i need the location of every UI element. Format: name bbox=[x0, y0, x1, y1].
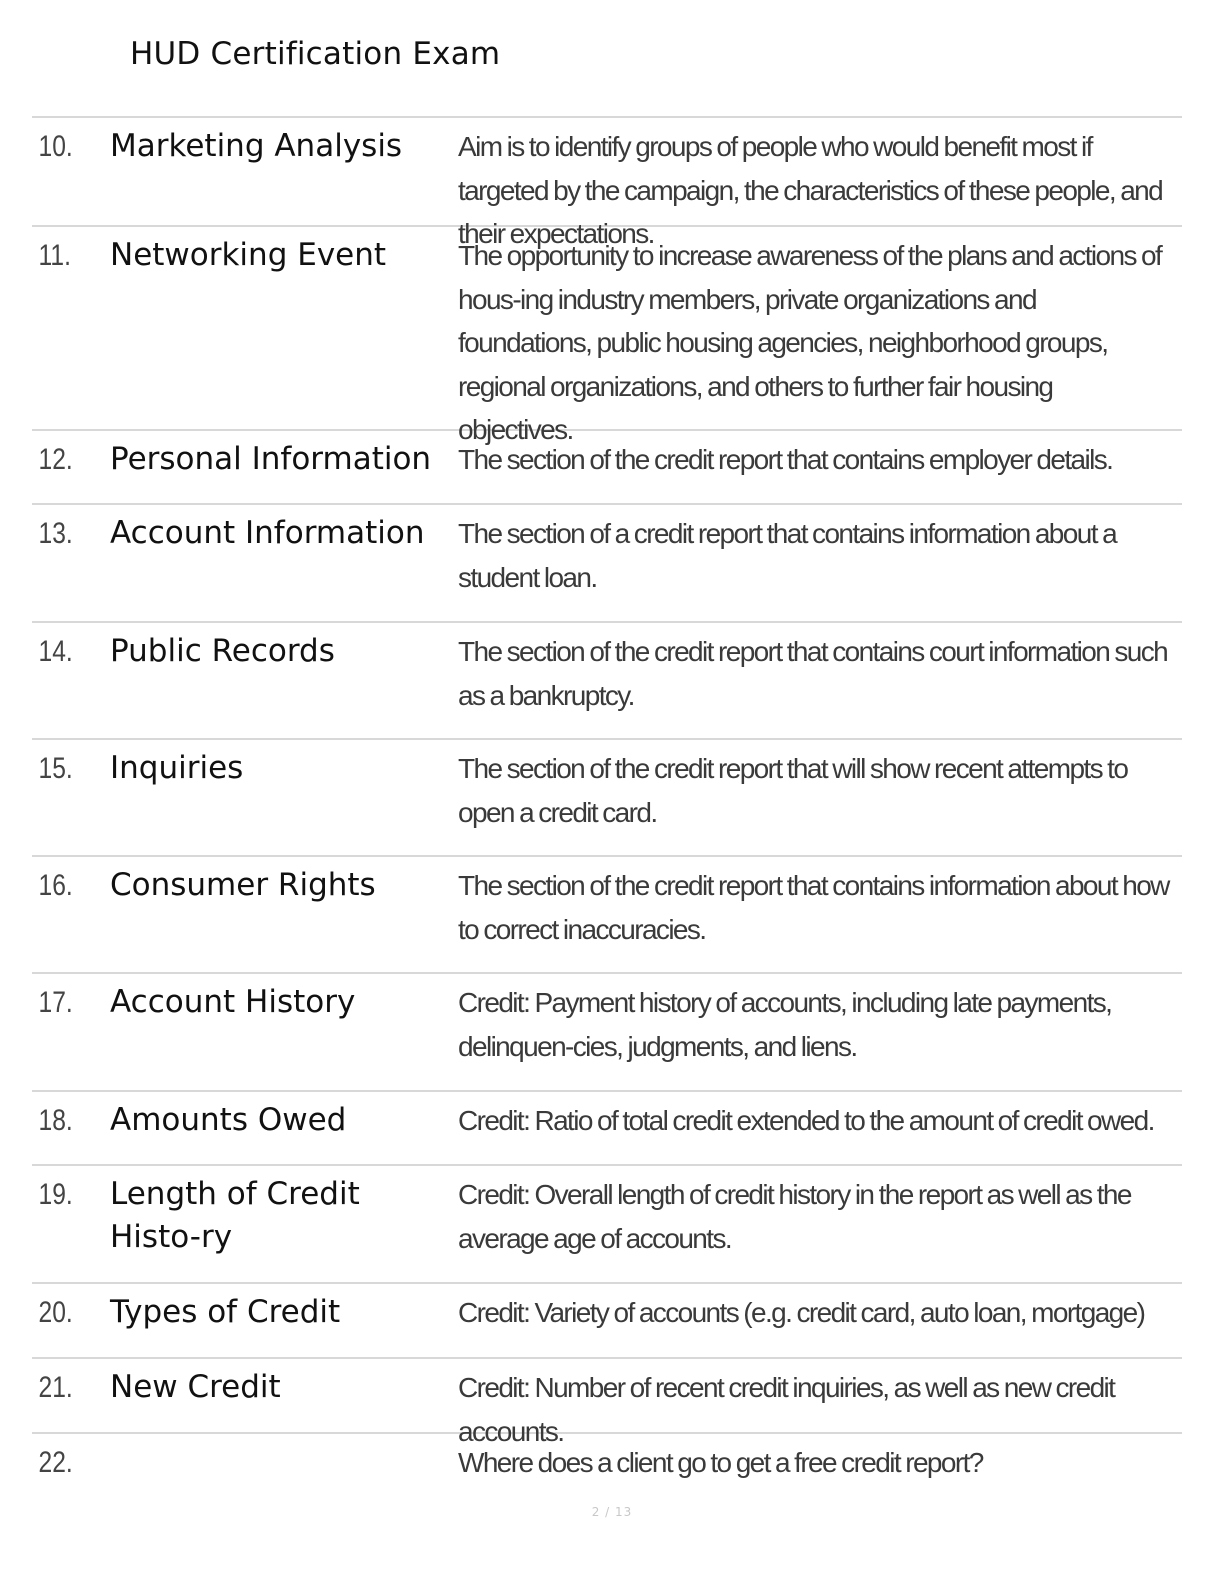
row-number: 19. bbox=[38, 1178, 73, 1211]
table-row bbox=[32, 118, 1182, 249]
table-row bbox=[32, 974, 1182, 1092]
table-row bbox=[32, 1166, 1182, 1284]
table-row bbox=[32, 857, 1182, 974]
row-definition: The section of the credit report that contains employer details. bbox=[458, 444, 1113, 475]
row-number: 15. bbox=[38, 752, 73, 785]
row-number: 21. bbox=[38, 1371, 73, 1404]
row-term: Public Records bbox=[110, 633, 335, 669]
row-number: 18. bbox=[38, 1104, 73, 1137]
row-number: 22. bbox=[38, 1446, 73, 1479]
table-row bbox=[32, 1284, 1182, 1359]
row-number: 12. bbox=[38, 443, 73, 476]
table-row bbox=[32, 1359, 1182, 1447]
table-row bbox=[32, 431, 1182, 505]
row-term: New Credit bbox=[110, 1369, 281, 1405]
row-term: Types of Credit bbox=[110, 1294, 341, 1330]
row-number: 20. bbox=[38, 1296, 73, 1329]
table-row bbox=[32, 505, 1182, 623]
row-term: Personal Information bbox=[110, 441, 432, 477]
row-definition: The section of a credit report that contains information about a student loan. bbox=[458, 518, 1117, 593]
row-term: Account Information bbox=[110, 515, 425, 551]
table-row bbox=[32, 1092, 1182, 1166]
row-definition: Credit: Number of recent credit inquiries, as well as new credit accounts. bbox=[458, 1372, 1115, 1447]
row-term: Networking Event bbox=[110, 237, 387, 273]
row-number: 13. bbox=[38, 517, 73, 550]
row-number: 16. bbox=[38, 869, 73, 902]
row-definition: Credit: Payment history of accounts, including late payments, delinquen-cies, judgments, and liens. bbox=[458, 987, 1112, 1062]
row-number: 17. bbox=[38, 986, 73, 1019]
table-row bbox=[32, 227, 1182, 445]
row-number: 14. bbox=[38, 635, 73, 668]
term-table bbox=[32, 116, 1182, 1496]
row-definition: The opportunity to increase awareness of the plans and actions of hous-ing industry members, private organizations and foundations, public housing agencies, neighborhood groups, regional organizations, and others to further fair housing objectives. bbox=[458, 240, 1162, 445]
row-term: Consumer Rights bbox=[110, 867, 376, 903]
row-definition: Where does a client go to get a free credit report? bbox=[458, 1447, 983, 1478]
row-term: Amounts Owed bbox=[110, 1102, 347, 1138]
page-number: 2 / 13 bbox=[591, 1505, 633, 1519]
table-row bbox=[32, 740, 1182, 857]
row-term: Length of Credit Histo-ry bbox=[110, 1176, 360, 1255]
row-definition: The section of the credit report that contains information about how to correct inaccuracies. bbox=[458, 870, 1169, 945]
row-definition: The section of the credit report that will show recent attempts to open a credit card. bbox=[458, 753, 1128, 828]
row-definition: Credit: Overall length of credit history in the report as well as the average age of accounts. bbox=[458, 1179, 1131, 1254]
row-definition: Aim is to identify groups of people who would benefit most if targeted by the campaign, the characteristics of these people, and their expectations. bbox=[458, 131, 1163, 249]
row-term: Inquiries bbox=[110, 750, 244, 786]
row-term: Account History bbox=[110, 984, 356, 1020]
row-definition: Credit: Ratio of total credit extended to the amount of credit owed. bbox=[458, 1105, 1154, 1136]
table-row bbox=[32, 623, 1182, 740]
page-title: HUD Certification Exam bbox=[130, 36, 501, 72]
row-term: Marketing Analysis bbox=[110, 128, 403, 164]
row-number: 10. bbox=[38, 130, 73, 163]
row-number: 11. bbox=[38, 239, 71, 272]
row-definition: Credit: Variety of accounts (e.g. credit card, auto loan, mortgage) bbox=[458, 1297, 1145, 1328]
row-definition: The section of the credit report that contains court information such as a bankruptcy. bbox=[458, 636, 1168, 711]
table-row bbox=[32, 1434, 1182, 1496]
